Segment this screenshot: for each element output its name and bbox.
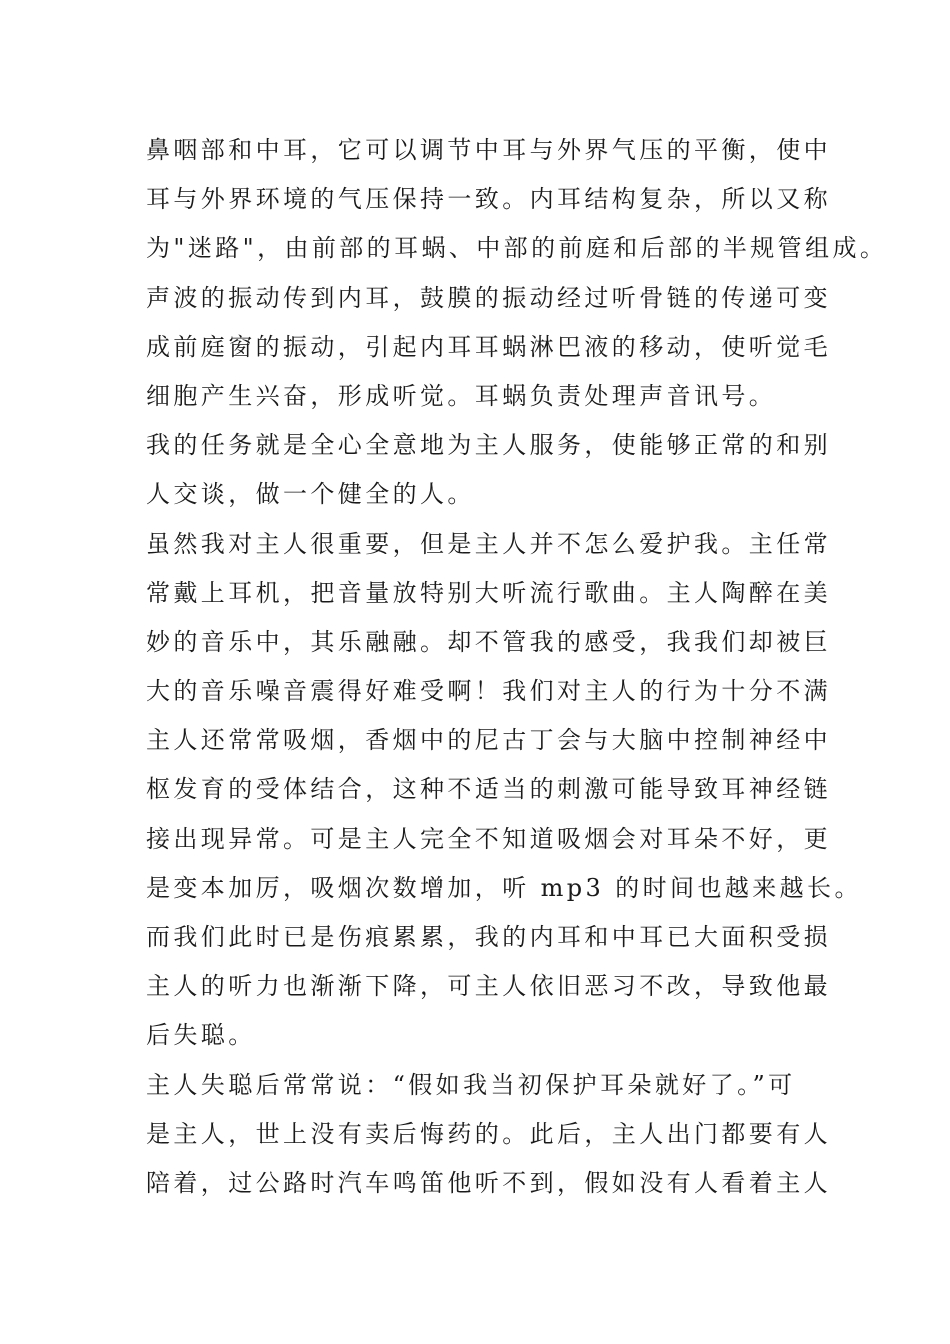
text-line: 主人还常常吸烟，香烟中的尼古丁会与大脑中控制神经中 bbox=[146, 726, 831, 755]
text-line: 枢发育的受体结合，这种不适当的刺激可能导致耳神经链 bbox=[146, 775, 831, 804]
text-line: 我的任务就是全心全意地为主人服务，使能够正常的和别 bbox=[146, 431, 831, 460]
text-line: 接出现异常。可是主人完全不知道吸烟会对耳朵不好，更 bbox=[146, 824, 831, 853]
text-line: 主人的听力也渐渐下降，可主人依旧恶习不改，导致他最 bbox=[146, 972, 831, 1001]
text-line: 人交谈，做一个健全的人。 bbox=[146, 480, 475, 509]
text-line: 为"迷路"，由前部的耳蜗、中部的前庭和后部的半规管组成。 bbox=[146, 234, 888, 263]
text-line: 妙的音乐中，其乐融融。却不管我的感受，我我们却被巨 bbox=[146, 627, 831, 656]
text-line: 后失聪。 bbox=[146, 1021, 256, 1050]
text-line: 是变本加厉，吸烟次数增加，听 mp3 的时间也越来越长。 bbox=[146, 873, 862, 902]
text-line: 成前庭窗的振动，引起内耳耳蜗淋巴液的移动，使听觉毛 bbox=[146, 332, 831, 361]
text-line: 而我们此时已是伤痕累累，我的内耳和中耳已大面积受损 bbox=[146, 923, 831, 951]
text-line: 陪着，过公路时汽车鸣笛他听不到，假如没有人看着主人 bbox=[146, 1168, 831, 1197]
text-line: 主人失聪后常常说：“假如我当初保护耳朵就好了。”可 bbox=[146, 1070, 796, 1099]
text-line: 虽然我对主人很重要，但是主人并不怎么爱护我。主任常 bbox=[146, 529, 831, 558]
text-line: 常戴上耳机，把音量放特别大听流行歌曲。主人陶醉在美 bbox=[146, 578, 831, 607]
text-line: 大的音乐噪音震得好难受啊！我们对主人的行为十分不满 bbox=[146, 677, 831, 706]
text-line: 声波的振动传到内耳，鼓膜的振动经过听骨链的传递可变 bbox=[146, 283, 831, 312]
text-line: 是主人，世上没有卖后悔药的。此后，主人出门都要有人 bbox=[146, 1119, 831, 1148]
document-body bbox=[146, 126, 888, 1208]
text-line: 鼻咽部和中耳，它可以调节中耳与外界气压的平衡，使中 bbox=[146, 136, 831, 164]
text-line: 耳与外界环境的气压保持一致。内耳结构复杂，所以又称 bbox=[146, 185, 831, 214]
text-line: 细胞产生兴奋，形成听觉。耳蜗负责处理声音讯号。 bbox=[146, 381, 777, 410]
